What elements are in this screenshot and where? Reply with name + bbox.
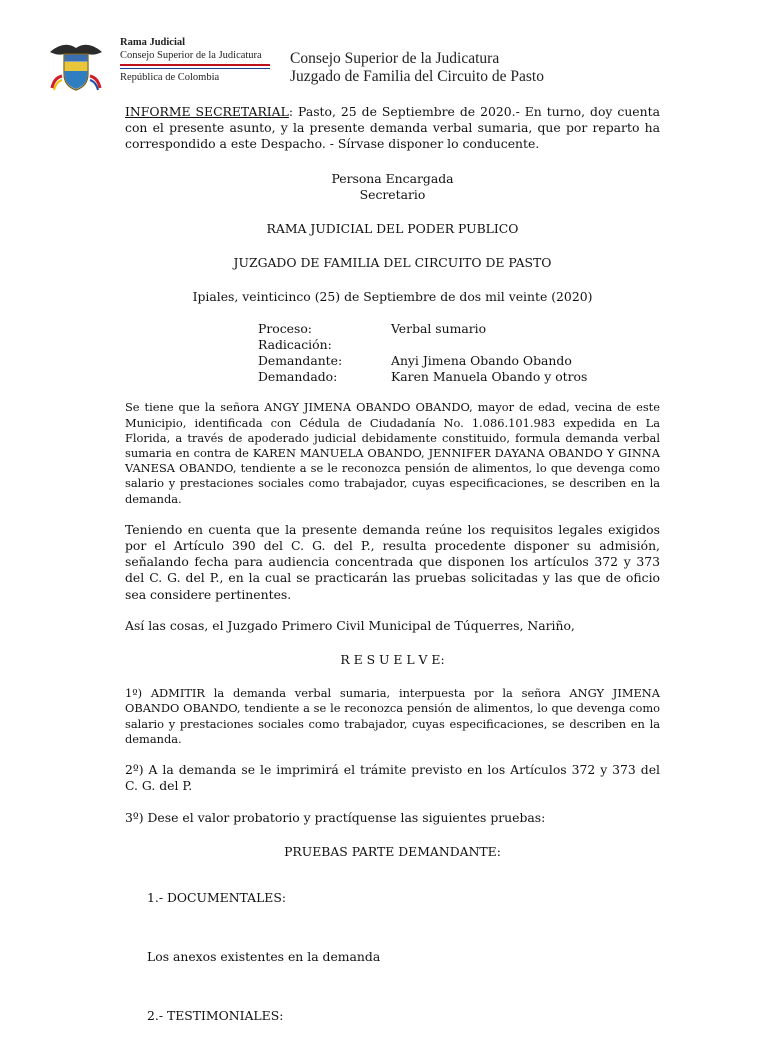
signatory-name: Persona Encargada [331,170,454,186]
rama-heading: RAMA JUDICIAL DEL PODER PUBLICO [266,221,519,237]
letterhead [40,28,740,92]
process-row: Proceso: Verbal sumario [258,320,487,336]
resuelve-heading: R E S U E L V E: [340,652,445,668]
paragraph-facts: Se tiene que la señora ANGY JIMENA OBANDO OBANDO, mayor de edad, vecina de este Municipio, identificada con Cédula de Ciudadanía No. 1.086.101.983 expedida en La Florida, a través de apoderado judicial debidamente constituido, formula demanda verbal sumaria en contra de KAREN MANUELA OBANDO, JENNIFER DAYANA OBANDO Y GINNA VANESA OBANDO, tendiente a se le reconozca pensión de alimentos, lo que devenga como salario y prestaciones sociales como trabajador, cuyas especificaciones, se describen en la demanda. [125,400,660,506]
colombia-coat-of-arms-icon [44,30,108,94]
documentary-text: Los anexos existentes en la demanda [147,949,381,965]
signatory-role: Secretario [359,186,426,202]
resolution-2: 2º) A la demanda se le imprimirá el trámite previsto en los Artículos 372 y 373 del C. G. del P. [125,762,660,794]
inst-rama: Rama Judicial [120,37,186,48]
process-row: Radicación: [258,336,332,352]
informe-label: INFORME SECRETARIAL [125,104,289,119]
documentary-heading: 1.- DOCUMENTALES: [147,890,287,906]
inst-republica: República de Colombia [120,72,220,83]
process-details [258,321,660,386]
testimonial-heading: 2.- TESTIMONIALES: [147,1008,284,1024]
paragraph-conclusion: Así las cosas, el Juzgado Primero Civil Municipal de Túquerres, Nariño, [125,617,575,633]
institution-block [120,36,270,84]
informe-secretarial [125,104,660,153]
red-rule [120,64,270,66]
court-heading [290,50,544,86]
court-line-2: Juzgado de Familia del Circuito de Pasto [290,68,544,85]
inst-consejo: Consejo Superior de la Judicatura [120,50,262,61]
document-body [125,104,660,1037]
informe-text: : Pasto, 25 de Septiembre de 2020.- En turno, doy cuenta con el presente asunto, y la presente demanda verbal sumaria, que por reparto ha correspondido a este Despacho. - Sírvase disponer lo conducente. [125,104,660,152]
process-row: Demandante: Anyi Jimena Obando Obando [258,353,572,369]
court-line-1: Consejo Superior de la Judicatura [290,50,500,67]
juzgado-heading: JUZGADO DE FAMILIA DEL CIRCUITO DE PASTO [233,255,552,271]
paragraph-considerations: Teniendo en cuenta que la presente demanda reúne los requisitos legales exigidos por el Artículo 390 del C. G. del P., resulta procedente disponer su admisión, señalando fecha para audiencia concentrada que disponen los artículos 372 y 373 del C. G. del P., en la cual se practicarán las pruebas solicitadas y las que de oficio sea considere pertinentes. [125,521,660,602]
date-line: Ipiales, veinticinco (25) de Septiembre de dos mil veinte (2020) [192,289,593,305]
process-row: Demandado: Karen Manuela Obando y otros [258,369,588,385]
resolution-3: 3º) Dese el valor probatorio y practíquense las siguientes pruebas: [125,809,546,825]
resolution-1: 1º) ADMITIR la demanda verbal sumaria, interpuesta por la señora ANGY JIMENA OBANDO OBANDO, tendiente a se le reconozca pensión de alimentos, lo que devenga como salario y prestaciones sociales como trabajador, cuyas especificaciones, se describen en la demanda. [125,686,660,746]
evidence-heading: PRUEBAS PARTE DEMANDANTE: [284,843,501,859]
blue-rule [120,68,270,70]
